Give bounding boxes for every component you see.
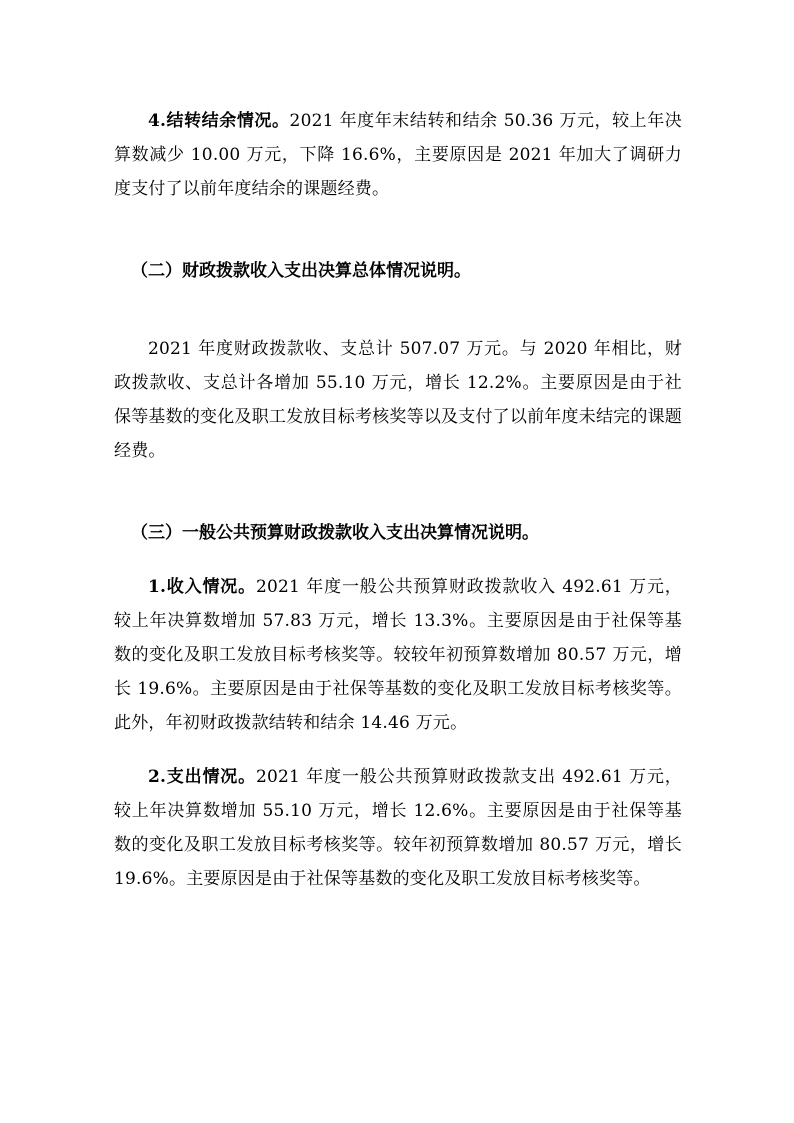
paragraph-overall: [114, 332, 682, 468]
paragraph-income: [114, 570, 682, 740]
paragraph-income-lead: 1.收入情况。: [148, 577, 256, 597]
paragraph-expense: [114, 760, 682, 896]
section-heading-2: （二）财政拨款收入支出决算总体情况说明。: [131, 261, 471, 281]
section-heading-3: （三）一般公共预算财政拨款收入支出决算情况说明。: [131, 523, 539, 543]
paragraph-expense-lead: 2.支出情况。: [148, 767, 256, 787]
paragraph-carryover-text: 2021 年度年末结转和结余 50.36 万元，较上年决算数减少 10.00 万元，下降 16.6%，主要原因是 2021 年加大了调研力度支付了以前年度结余的课题经费。: [114, 111, 683, 199]
paragraph-overall-text: 2021 年度财政拨款收、支总计 507.07 万元。与 2020 年相比，财政拨款收、支总计各增加 55.10 万元，增长 12.2%。主要原因是由于社保等基数的变化及职工发放目标考核奖等以及支付了以前年度未结完的课题经费。: [114, 339, 682, 461]
paragraph-income-text: 2021 年度一般公共预算财政拨款收入 492.61 万元，较上年决算数增加 57.83 万元，增长 13.3%。主要原因是由于社保等基数的变化及职工发放目标考核奖等。较较年初预算数增加 80.57 万元，增长 19.6%。主要原因是由于社保等基数的变化及职工发放目标考核奖等。此外，年初财政拨款结转和结余 14.46 万元。: [114, 577, 682, 733]
paragraph-expense-text: 2021 年度一般公共预算财政拨款支出 492.61 万元，较上年决算数增加 55.10 万元，增长 12.6%。主要原因是由于社保等基数的变化及职工发放目标考核奖等。较年初预算数增加 80.57 万元，增长 19.6%。主要原因是由于社保等基数的变化及职工发放目标考核奖等。: [114, 767, 682, 889]
paragraph-carryover-lead: 4.结转结余情况。: [148, 111, 290, 131]
document-page: [114, 104, 682, 896]
paragraph-carryover: [114, 104, 682, 206]
